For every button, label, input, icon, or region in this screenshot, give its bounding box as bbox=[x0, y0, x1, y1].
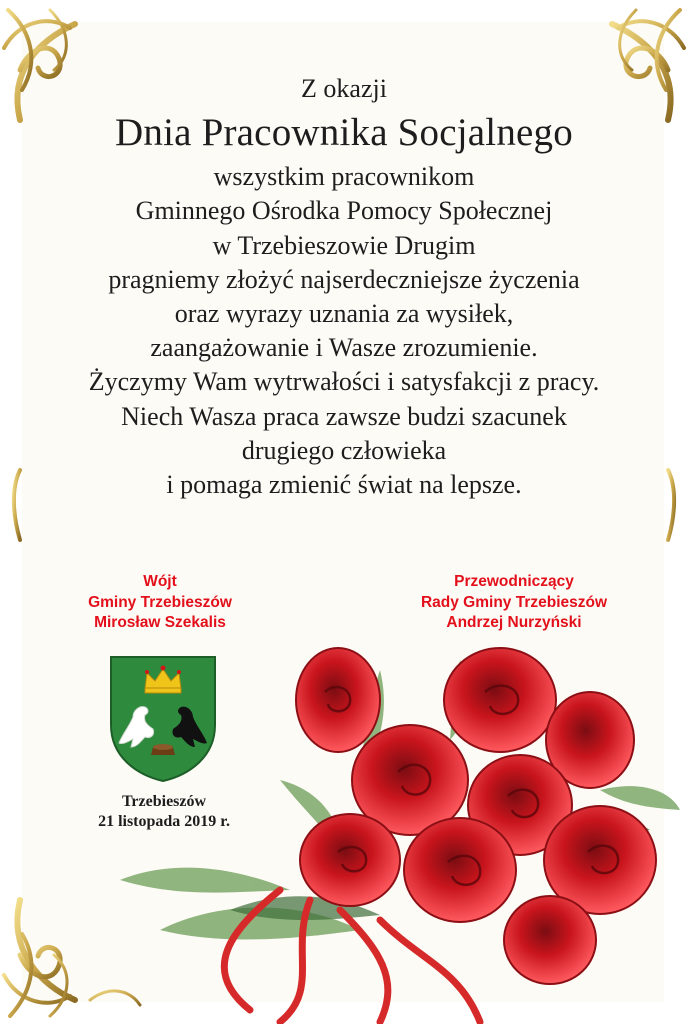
greeting-line: Życzymy Wam wytrwałości i satysfakcji z pracy. bbox=[88, 367, 600, 397]
greeting-line: oraz wyrazy uznania za wysiłek, bbox=[174, 299, 514, 329]
signatory-office: Gminy Trzebieszów bbox=[88, 593, 232, 611]
greeting-line: pragniemy złożyć najserdeczniejsze życzenia bbox=[108, 264, 580, 294]
place-name: Trzebieszów bbox=[121, 793, 207, 810]
greeting-line: wszystkim pracownikom bbox=[213, 162, 475, 192]
signature-left bbox=[40, 572, 280, 634]
greeting-line: zaangażowanie i Wasze zrozumienie. bbox=[150, 333, 538, 363]
signatory-name: Mirosław Szekalis bbox=[94, 614, 226, 631]
signatory-role: Przewodniczący bbox=[454, 573, 574, 590]
signatory-role: Wójt bbox=[143, 573, 177, 590]
rose-bouquet-icon bbox=[80, 630, 680, 1024]
greeting-line: i pomaga zmienić świat na lepsze. bbox=[166, 470, 522, 500]
signatory-name: Andrzej Nurzyński bbox=[446, 614, 582, 631]
greeting-line: Niech Wasza praca zawsze budzi szacunek bbox=[121, 401, 567, 431]
greeting-line: Gminnego Ośrodka Pomocy Społecznej bbox=[135, 196, 553, 226]
date-text: 21 listopada 2019 r. bbox=[98, 813, 230, 830]
greeting-line: drugiego człowieka bbox=[241, 435, 447, 465]
greeting-text bbox=[40, 72, 648, 502]
greeting-headline: Dnia Pracownika Socjalnego bbox=[115, 111, 573, 155]
greeting-intro: Z okazji bbox=[301, 74, 387, 103]
greeting-line: w Trzebieszowie Drugim bbox=[212, 230, 476, 260]
signature-right bbox=[384, 572, 644, 634]
signatory-office: Rady Gminy Trzebieszów bbox=[420, 593, 608, 611]
